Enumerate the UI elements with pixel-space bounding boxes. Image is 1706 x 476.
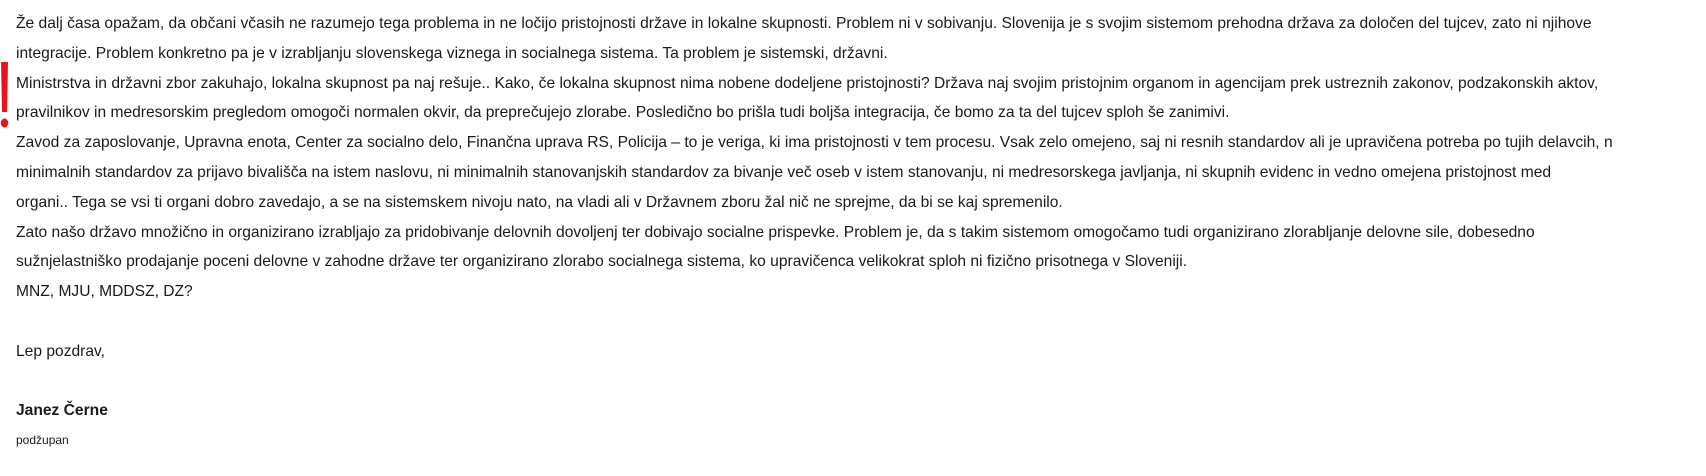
signature-name: Janez Černe xyxy=(16,402,108,420)
text-line-2: integracije. Problem konkretno pa je v izrabljanju slovenskega viznega in socialnega sistema. Ta problem je sistemski, državni. xyxy=(16,44,888,62)
text-line-1: Že dalj časa opažam, da občani včasih ne razumejo tega problema in ne ločijo pristojnosti države in lokalne skupnosti. Problem ni v sobivanju. Slovenija je s svojim sistemom prehodna država za določen del tujcev, zato ni njihove xyxy=(16,15,1592,32)
document-body xyxy=(16,9,1700,456)
text-line-3: Ministrstva in državni zbor zakuhajo, lokalna skupnost pa naj rešuje.. Kako, če lokalna skupnost nima nobene dodeljene pristojnosti? Država naj svojim pristojnim organom in agencijam prek ustreznih zakonov, podzakonskih aktov, xyxy=(16,74,1599,92)
exclamation-icon xyxy=(0,62,9,130)
text-line-8: Zato našo državo množično in organizirano izrabljajo za pridobivanje delovnih dovoljenj ter dobivajo socialne prispevke. Problem je, da s takim sistemom omogočamo tudi organizirano zlorabljanje delovne sile, dobesedno xyxy=(16,223,1535,241)
signature-role: podžupan xyxy=(16,433,69,448)
text-line-9: sužnjelastniško prodajanje poceni delovne v zahodne države ter organizirano zlorabo socialnega sistema, ko upravičenca velikokrat sploh ni fizično prisotnega v Sloveniji. xyxy=(16,253,1188,271)
text-line-5: Zavod za zaposlovanje, Upravna enota, Center za socialno delo, Finančna uprava RS, Policija – to je veriga, ki ima pristojnosti v tem procesu. Vsak zelo omejeno, saj ni resnih standardov ali je upravičena potreba po tujih delavcih, n xyxy=(16,134,1613,152)
text-line-10: MNZ, MJU, MDDSZ, DZ? xyxy=(16,283,193,301)
closing-greeting: Lep pozdrav, xyxy=(16,342,106,360)
text-line-4: pravilnikov in medresorskim pregledom omogoči normalen okvir, da preprečujejo zlorabe. Posledično bo prišla tudi boljša integracija, če bomo za ta del tujcev sploh še zanimivi. xyxy=(16,104,1230,122)
text-line-7: organi.. Tega se vsi ti organi dobro zavedajo, a se na sistemskem nivoju nato, na vladi ali v Državnem zboru žal nič ne sprejme, da bi se kaj spremenilo. xyxy=(16,193,1063,211)
spacer xyxy=(16,307,1700,337)
spacer xyxy=(16,367,1700,397)
text-line-6: minimalnih standardov za prijavo bivališča na istem naslovu, ni minimalnih stanovanjskih standardov za bivanje več oseb v istem stanovanju, ni medresorskega javljanja, ni skupnih evidenc in vedno omejena pristojnost med xyxy=(16,163,1552,181)
